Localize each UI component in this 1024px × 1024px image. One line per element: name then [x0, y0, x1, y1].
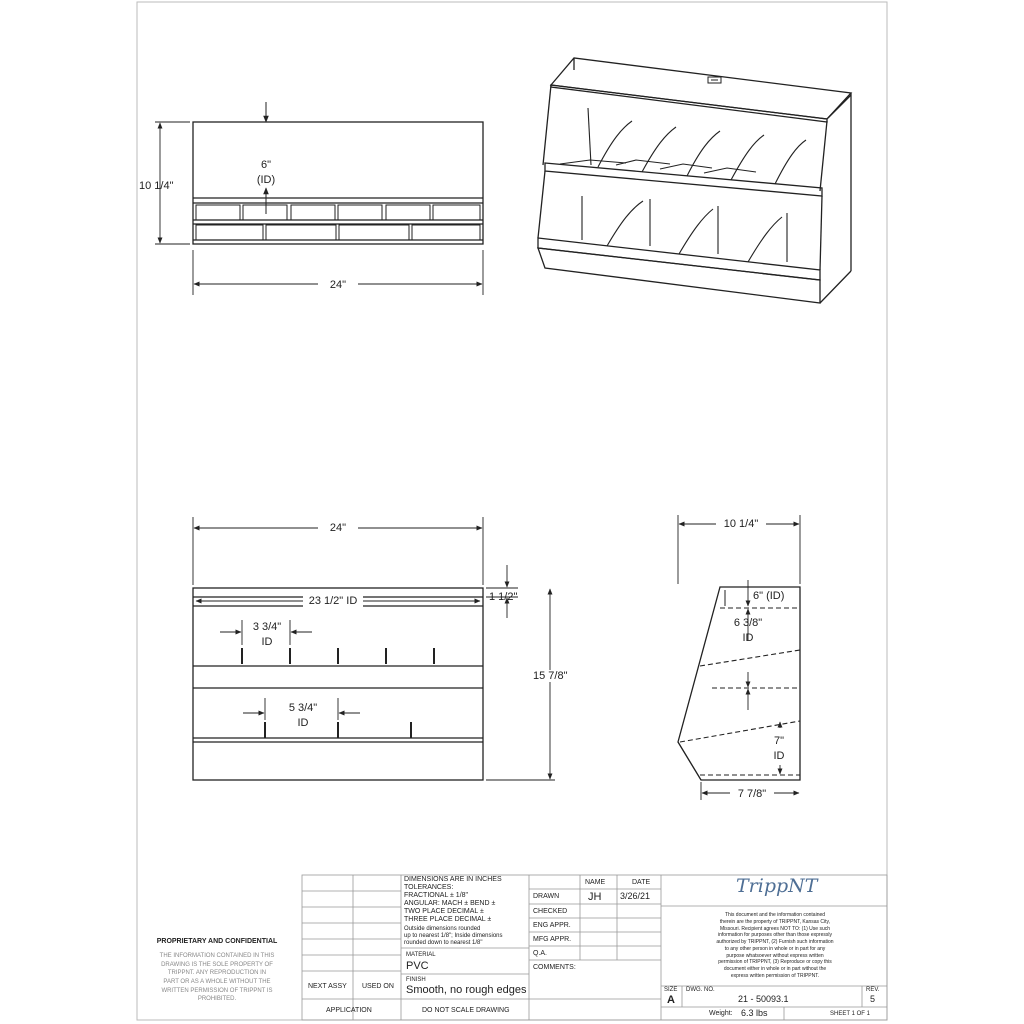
side-top-label: 6" (ID): [753, 590, 785, 602]
fractional-tolerance: FRACTIONAL ± 1/8": [404, 892, 469, 899]
material-value: PVC: [406, 960, 429, 972]
comments-label: COMMENTS:: [533, 964, 576, 971]
front-upper-spacing-sublabel: ID: [261, 636, 273, 648]
top-width-label: 24": [318, 279, 358, 291]
tolerances-label: TOLERANCES:: [404, 884, 454, 891]
front-lower-spacing-label: 5 3/4": [288, 702, 318, 714]
eng-appr-label: ENG APPR.: [533, 922, 571, 929]
size-label: SIZE: [664, 987, 678, 993]
company-logo: TrippNT: [736, 875, 818, 897]
checked-label: CHECKED: [533, 908, 568, 915]
top-view-dimensions: [155, 122, 483, 295]
front-height-label: 15 7/8": [533, 670, 568, 682]
top-id-label: 6": [260, 159, 272, 171]
dimensions-note: DIMENSIONS ARE IN INCHES: [404, 876, 502, 883]
top-id-sublabel: (ID): [256, 174, 276, 186]
application-label: APPLICATION: [326, 1007, 372, 1014]
rounding-note-2: up to nearest 1/8"; Inside dimensions: [404, 933, 503, 939]
sheet-number: SHEET 1 OF 1: [830, 1011, 870, 1017]
top-view: [193, 102, 483, 244]
proprietary-title: PROPRIETARY AND CONFIDENTIAL: [156, 938, 278, 945]
side-lower-sublabel: ID: [773, 750, 785, 762]
front-width-label: 24": [318, 522, 358, 534]
isometric-view: [538, 58, 851, 303]
weight-label: Weight:: [709, 1010, 733, 1017]
material-label: MATERIAL: [406, 952, 436, 958]
name-header: NAME: [585, 879, 606, 886]
front-lower-spacing-sublabel: ID: [297, 717, 309, 729]
front-view: [193, 588, 483, 780]
next-assy-label: NEXT ASSY: [308, 983, 347, 990]
weight-value: 6.3 lbs: [741, 1008, 768, 1018]
side-width-label: 10 1/4": [716, 518, 766, 530]
side-lower-label: 7": [773, 735, 785, 747]
side-upper-label: 6 3/8": [733, 617, 763, 629]
qa-label: Q.A.: [533, 950, 548, 957]
side-upper-sublabel: ID: [742, 632, 754, 644]
do-not-scale-note: DO NOT SCALE DRAWING: [422, 1007, 510, 1014]
mfg-appr-label: MFG APPR.: [533, 936, 572, 943]
three-place-tolerance: THREE PLACE DECIMAL ±: [404, 916, 492, 923]
size-value: A: [667, 994, 675, 1006]
angular-tolerance: ANGULAR: MACH ± BEND ±: [404, 900, 496, 907]
drawn-by-value: JH: [588, 891, 602, 903]
dwg-no-label: DWG. NO.: [686, 987, 715, 993]
two-place-tolerance: TWO PLACE DECIMAL ±: [404, 908, 484, 915]
rounding-note-1: Outside dimensions rounded: [404, 926, 481, 932]
front-lip-label: 1 1/2": [489, 591, 518, 603]
proprietary-text: THE INFORMATION CONTAINED IN THIS DRAWING IS THE SOLE PROPERTY OF TRIPPNT. ANY REPRODUCTION IN PART OR AS A WHOLE WITHOUT THE WRITTEN PERMISSION OF TRIPPNT IS PROHIBITED.: [159, 953, 275, 1003]
top-height-label: 10 1/4": [139, 180, 174, 192]
finish-label: FINISH: [406, 977, 426, 983]
front-upper-spacing-label: 3 3/4": [252, 621, 282, 633]
drawn-date-value: 3/26/21: [620, 891, 651, 901]
date-header: DATE: [632, 879, 651, 886]
dwg-no-value: 21 - 50093.1: [738, 994, 789, 1004]
sheet-border: [137, 2, 887, 1020]
used-on-label: USED ON: [362, 983, 394, 990]
rev-value: 5: [870, 994, 876, 1004]
front-view-dimensions: [193, 517, 555, 780]
front-inner-width-label: 23 1/2" ID: [303, 595, 363, 607]
side-base-label: 7 7/8": [730, 788, 774, 800]
drawn-label: DRAWN: [533, 893, 560, 900]
rev-label: REV.: [866, 987, 880, 993]
ownership-notice: This document and the information contained therein are the property of TRIPPNT, Kansas City, Missouri. Recipient agrees NOT TO: (1) Use such information for purposes other than those expressly authorized by TRIPPNT, (2) Furnish such information to any other person in whole or in part for any purpose whatsoever without express written permission of TRIPPNT, (3) Reproduce or copy this document either in whole or in part without the express written permission of TRIPPNT.: [716, 912, 834, 979]
finish-value: Smooth, no rough edges: [406, 984, 527, 996]
rounding-note-3: rounded down to nearest 1/8": [404, 940, 483, 946]
